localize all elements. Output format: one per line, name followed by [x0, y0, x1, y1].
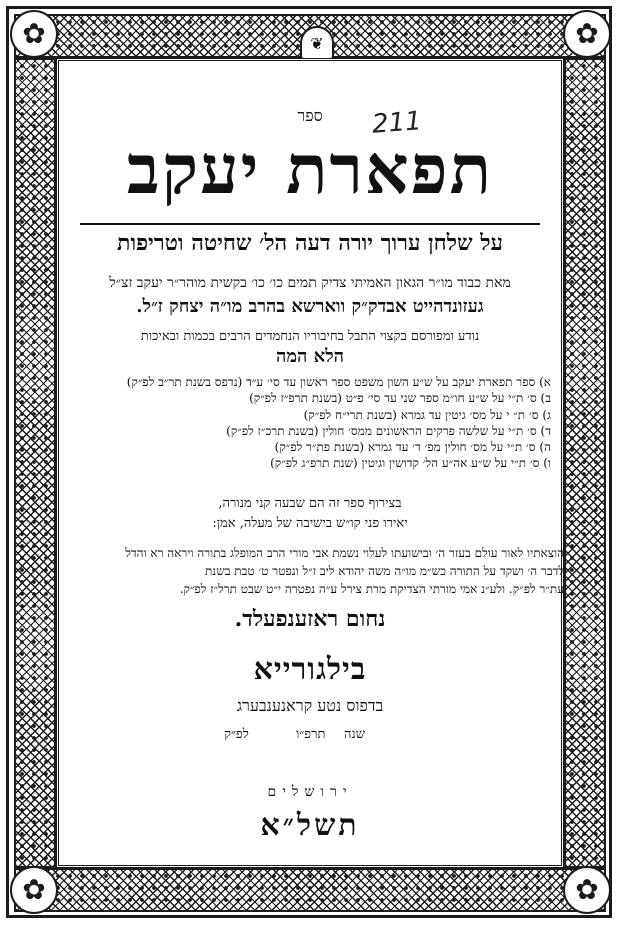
corner-flower-icon: ✿ — [10, 10, 58, 58]
publisher-text: לדבר ה׳ ושקד על התורה כש״מ מו״ה משה יהודא ליב ז״ל ונפטר ט׳ טבת בשנת — [204, 564, 564, 578]
list-item: ד) ס׳ ת״י על שלשה פרקים הראשונים ממס׳ חולין (בשנת תרכ״ז לפ״ק) — [226, 423, 551, 438]
publisher-text: עת״ר לפ״ק. ולע״נ אמי מורתי הצדיקת מרת צירל ע״ה נפטרה י״ט שבט תרל״ז לפ״ק. — [179, 582, 564, 596]
printer-name: בדפוס נטע קראנענבערג — [236, 696, 384, 715]
corner-flower-icon: ✿ — [563, 10, 611, 58]
halacha-line: הלא המה — [276, 346, 344, 367]
list-item: ב) ס׳ ת״י על ש״ע חו״מ ספר שני עד סי׳ פ״ט (בשנת תרפ״ז לפ״ק) — [249, 391, 551, 406]
list-item: א) ספר תפארת יעקב על ש״ע השון משפט ספר ראשון עד סי׳ ע״ד (נדפס בשנת תר״ב לפ״ק) — [126, 375, 551, 389]
ornamental-border-right — [564, 58, 606, 868]
title-divider — [80, 223, 540, 225]
author-intro: מאת כבוד מו״ר הגאון האמיתי צדיק תמים כו׳ כו׳ בקשית מוהר״ר יעקב זצ״ל — [109, 275, 511, 291]
reprint-year: תשל״א — [260, 808, 360, 843]
list-item: ו) ס׳ ת״י על ש״ע אה״ע הל׳ קדושין וגיטין (שנת תרפ״ג לפ״ק) — [270, 456, 551, 471]
year-value: תרפ״ו — [296, 727, 326, 742]
corner-flower-icon: ✿ — [563, 866, 611, 914]
year-lpk: לפ״ק — [224, 727, 249, 742]
publisher-name: נחום ראזענפעלד. — [234, 606, 386, 632]
renown-line: נודע ומפורסם בקצוי התבל בחיבוריו הנחמדים הרבים בכמות ובאיכות — [140, 329, 480, 344]
city: ירושלים — [267, 784, 353, 800]
ornamental-border-bottom — [14, 868, 606, 912]
corner-flower-icon: ✿ — [10, 866, 58, 914]
sefer-label: ספר — [297, 106, 323, 125]
list-item: ה) ס׳ ת״י על מס׳ חולין מפ׳ ד׳ עד גמרא (בשנת פת״ר לפ״ק) — [274, 440, 551, 455]
place-of-printing: בילגורייא — [253, 652, 367, 687]
list-item: ג) ס׳ ת״ י על מס׳ גיטין עד גמרא (בשנת תרי״ח לפ״ק) — [303, 407, 551, 422]
ornamental-border-left — [14, 58, 56, 868]
seven-note: בצירוף ספר זה הם שבעה קני מנורה, — [218, 496, 402, 511]
author-name: געזונדהייט אבדק״ק ווארשא בהרב מו״ה יצחק ז״ל. — [136, 296, 484, 317]
publisher-text: הוצאתיו לאור עולם בעזר ה׳ ובישועתו לעלוי נשמת אבי מורי הרב המופלג בתורה ויראה רא והדל — [125, 546, 564, 560]
book-title: תפארת יעקב — [126, 130, 494, 210]
subtitle: על שלחן ערוך יורה דעה הל׳ שחיטה וטריפות — [117, 230, 503, 256]
handwritten-number: 211 — [371, 106, 423, 140]
crest-ornament-icon: ❦ — [300, 26, 334, 60]
contents-list — [127, 374, 551, 472]
seven-note-2: יאירו פני קו״ש בישיבה של מעלה, אמן: — [212, 516, 408, 531]
year-label: שנה — [344, 727, 365, 742]
